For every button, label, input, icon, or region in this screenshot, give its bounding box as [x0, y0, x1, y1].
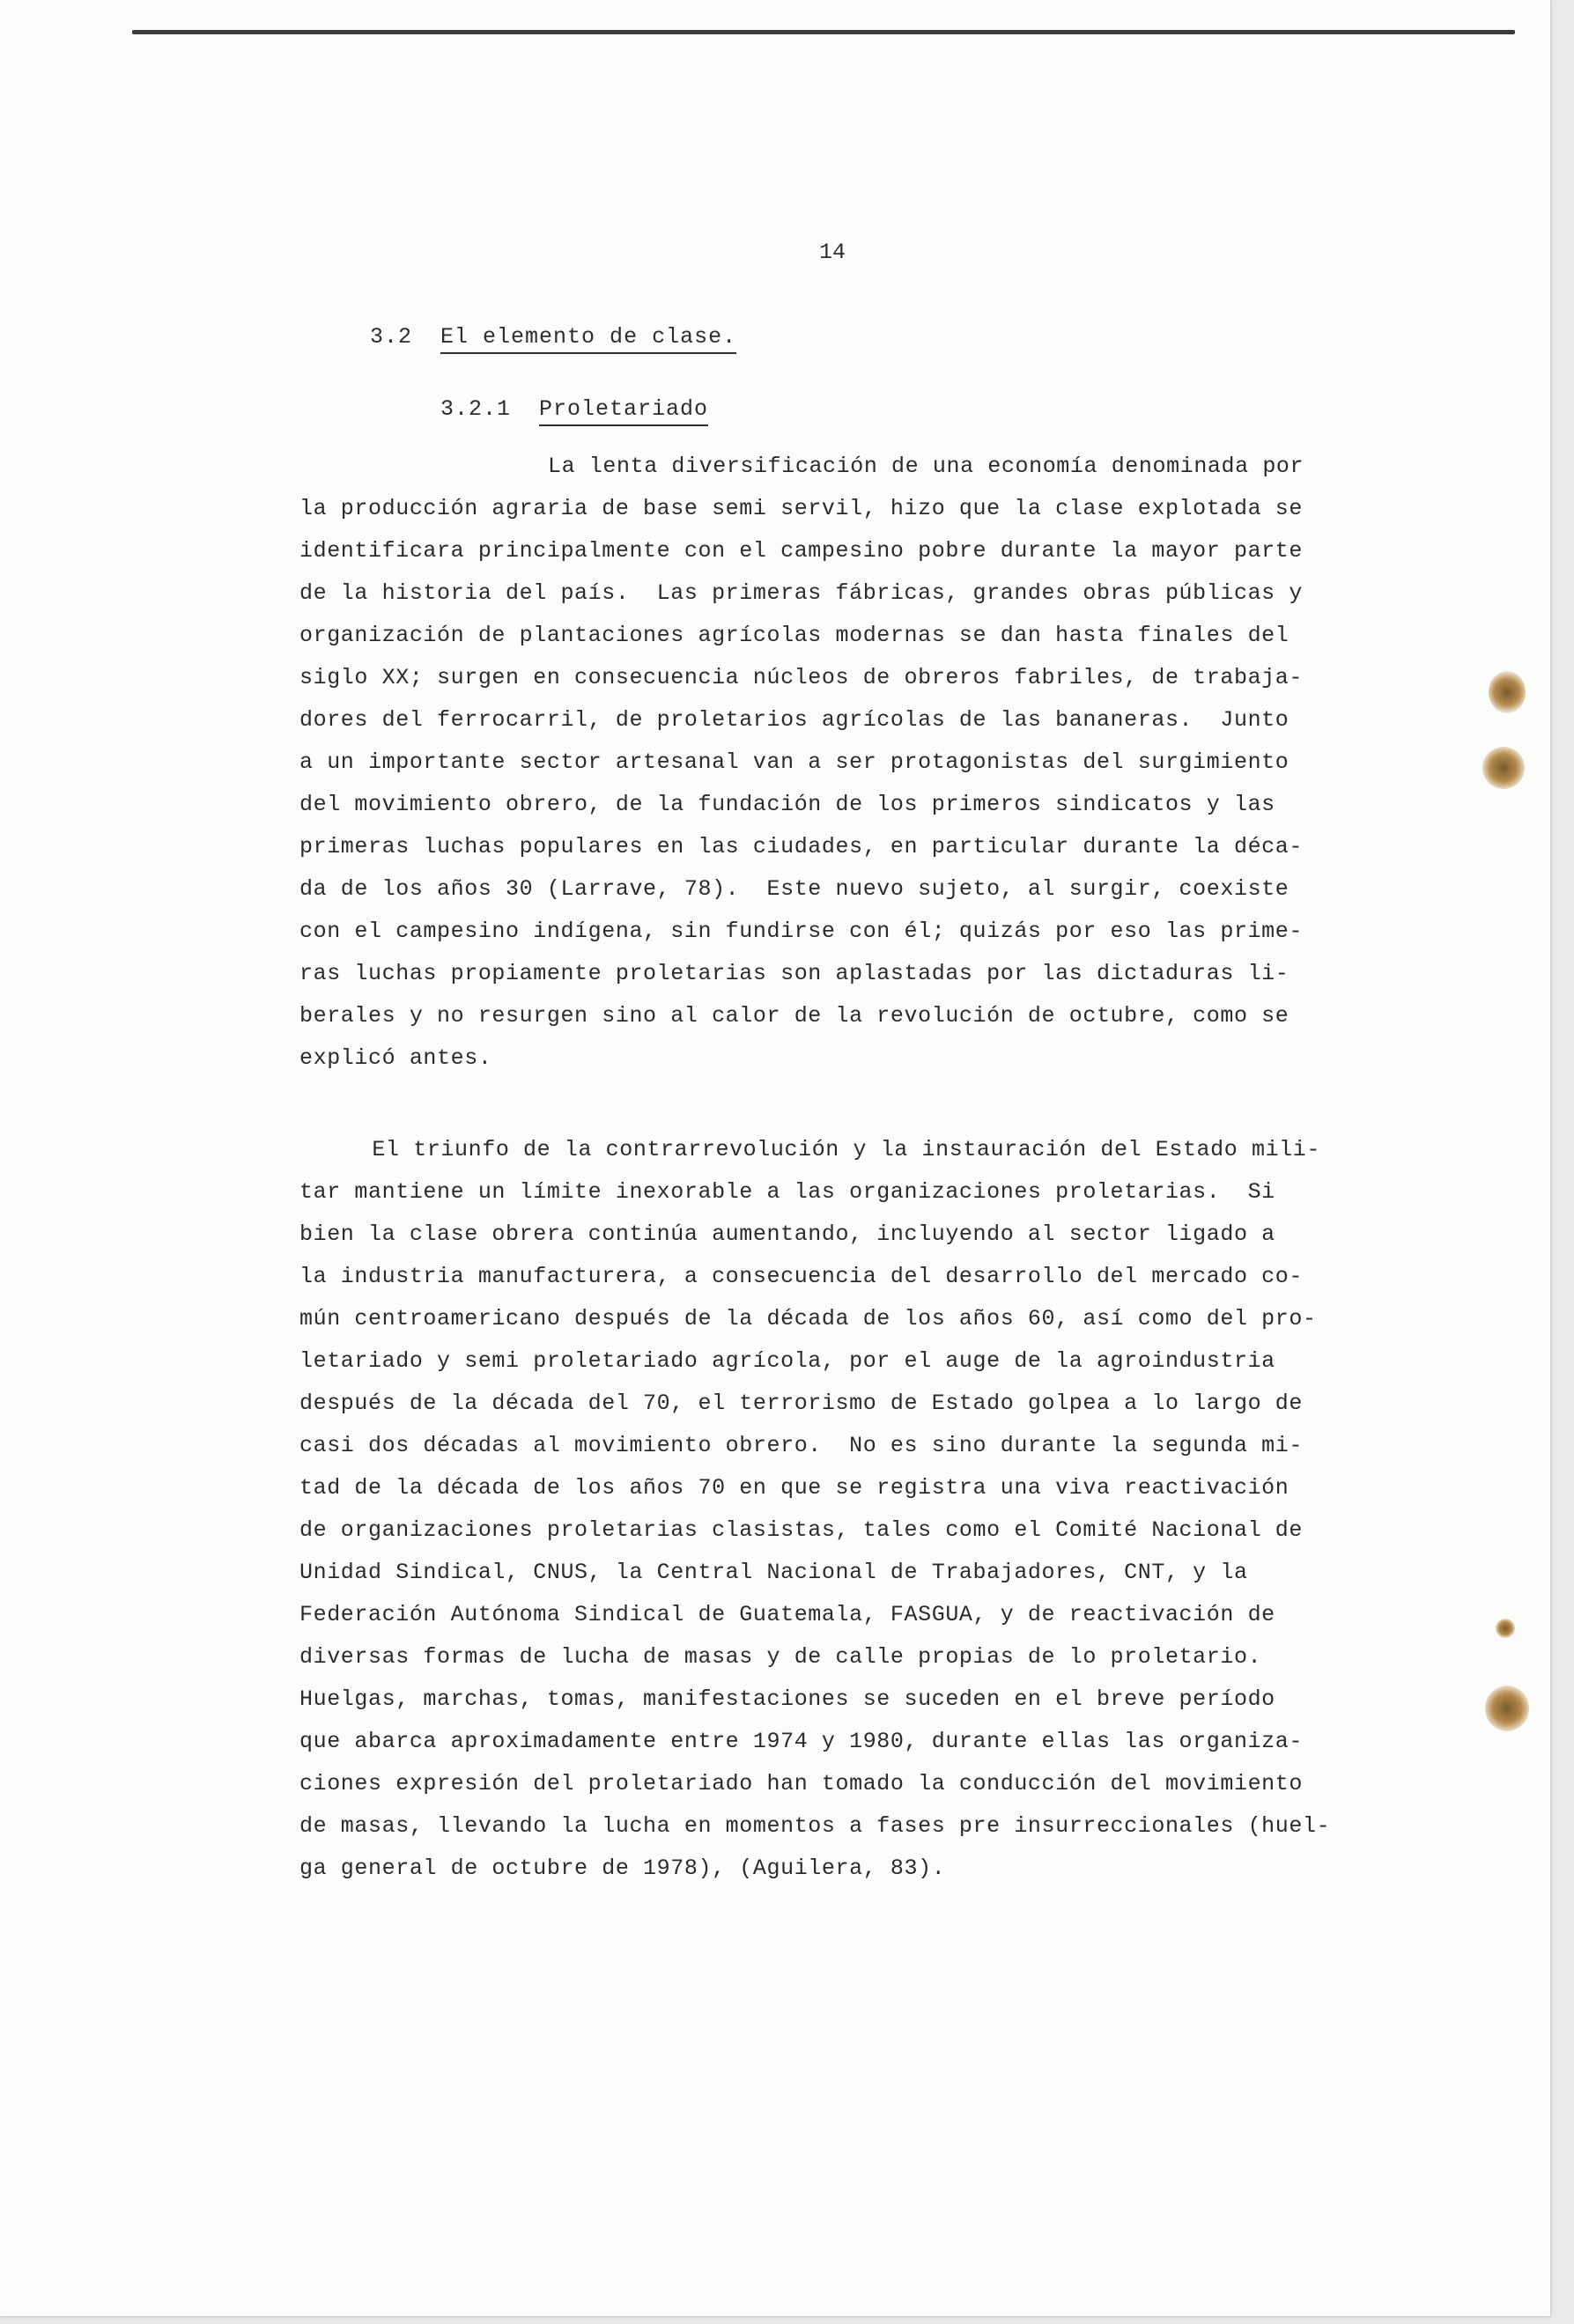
section-title: El elemento de clase.: [440, 324, 736, 354]
paragraph-line: ga general de octubre de 1978), (Aguilera, 83).: [299, 1856, 946, 1881]
subsection-number: 3.2.1: [440, 396, 512, 422]
paragraph-2: [299, 1129, 1330, 1890]
paragraph-line: de organizaciones proletarias clasistas, tales como el Comité Nacional de: [299, 1517, 1303, 1543]
paragraph-line: a un importante sector artesanal van a ser protagonistas del surgimiento: [299, 749, 1289, 775]
paragraph-line: del movimiento obrero, de la fundación de los primeros sindicatos y las: [299, 792, 1275, 817]
stain-mark: [1496, 1619, 1515, 1638]
paragraph-line: Huelgas, marchas, tomas, manifestaciones se suceden en el breve período: [299, 1686, 1275, 1712]
paragraph-line: letariado y semi proletariado agrícola, por el auge de la agroindustria: [299, 1348, 1275, 1374]
paragraph-line: de la historia del país. Las primeras fábricas, grandes obras públicas y: [299, 580, 1303, 606]
subsection-title: Proletariado: [539, 396, 708, 426]
top-rule-divider: [132, 30, 1515, 34]
paragraph-line: bien la clase obrera continúa aumentando, incluyendo al sector ligado a: [299, 1221, 1275, 1247]
paragraph-line: da de los años 30 (Larrave, 78). Este nuevo sujeto, al surgir, coexiste: [299, 876, 1289, 902]
paragraph-line: ras luchas propiamente proletarias son aplastadas por las dictaduras li-: [299, 961, 1289, 986]
stain-mark: [1482, 747, 1525, 789]
stain-mark: [1485, 1686, 1529, 1731]
paragraph-line: diversas formas de lucha de masas y de calle propias de lo proletario.: [299, 1644, 1262, 1670]
paragraph-line: explicó antes.: [299, 1045, 492, 1071]
paragraph-line: berales y no resurgen sino al calor de la revolución de octubre, como se: [299, 1003, 1289, 1029]
paragraph-line: Federación Autónoma Sindical de Guatemala, FASGUA, y de reactivación de: [299, 1602, 1275, 1627]
paragraph-line: El triunfo de la contrarrevolución y la instauración del Estado mili-: [317, 1137, 1320, 1162]
paragraph-1: [299, 446, 1304, 1080]
paragraph-line: casi dos décadas al movimiento obrero. No es sino durante la segunda mi-: [299, 1433, 1303, 1458]
paragraph-line: la producción agraria de base semi servil, hizo que la clase explotada se: [299, 496, 1303, 521]
paragraph-line: organización de plantaciones agrícolas modernas se dan hasta finales del: [299, 623, 1289, 648]
paragraph-line: con el campesino indígena, sin fundirse con él; quizás por eso las prime-: [299, 919, 1303, 944]
paragraph-line: identificara principalmente con el campesino pobre durante la mayor parte: [299, 538, 1303, 564]
section-heading: [370, 324, 736, 350]
paragraph-line: dores del ferrocarril, de proletarios agrícolas de las bananeras. Junto: [299, 707, 1289, 733]
paragraph-line: tad de la década de los años 70 en que se registra una viva reactivación: [299, 1475, 1289, 1501]
paragraph-line: siglo XX; surgen en consecuencia núcleos de obreros fabriles, de trabaja-: [299, 665, 1303, 690]
paragraph-line: que abarca aproximadamente entre 1974 y 1980, durante ellas las organiza-: [299, 1729, 1303, 1754]
paragraph-line: después de la década del 70, el terrorismo de Estado golpea a lo largo de: [299, 1391, 1303, 1416]
paragraph-line: ciones expresión del proletariado han tomado la conducción del movimiento: [299, 1771, 1303, 1796]
paragraph-line: La lenta diversificación de una economía denominada por: [548, 454, 1304, 479]
stain-mark: [1489, 671, 1526, 713]
page-number: 14: [819, 240, 846, 265]
paragraph-line: tar mantiene un límite inexorable a las organizaciones proletarias. Si: [299, 1179, 1275, 1205]
paragraph-line: primeras luchas populares en las ciudades, en particular durante la déca-: [299, 834, 1303, 860]
paragraph-line: Unidad Sindical, CNUS, la Central Nacional de Trabajadores, CNT, y la: [299, 1560, 1248, 1585]
paragraph-line: de masas, llevando la lucha en momentos a fases pre insurreccionales (huel-: [299, 1813, 1331, 1839]
paragraph-line: la industria manufacturera, a consecuencia del desarrollo del mercado co-: [299, 1264, 1303, 1289]
paragraph-line: mún centroamericano después de la década de los años 60, así como del pro-: [299, 1306, 1317, 1332]
section-number: 3.2: [370, 324, 413, 350]
subsection-heading: [440, 396, 708, 422]
